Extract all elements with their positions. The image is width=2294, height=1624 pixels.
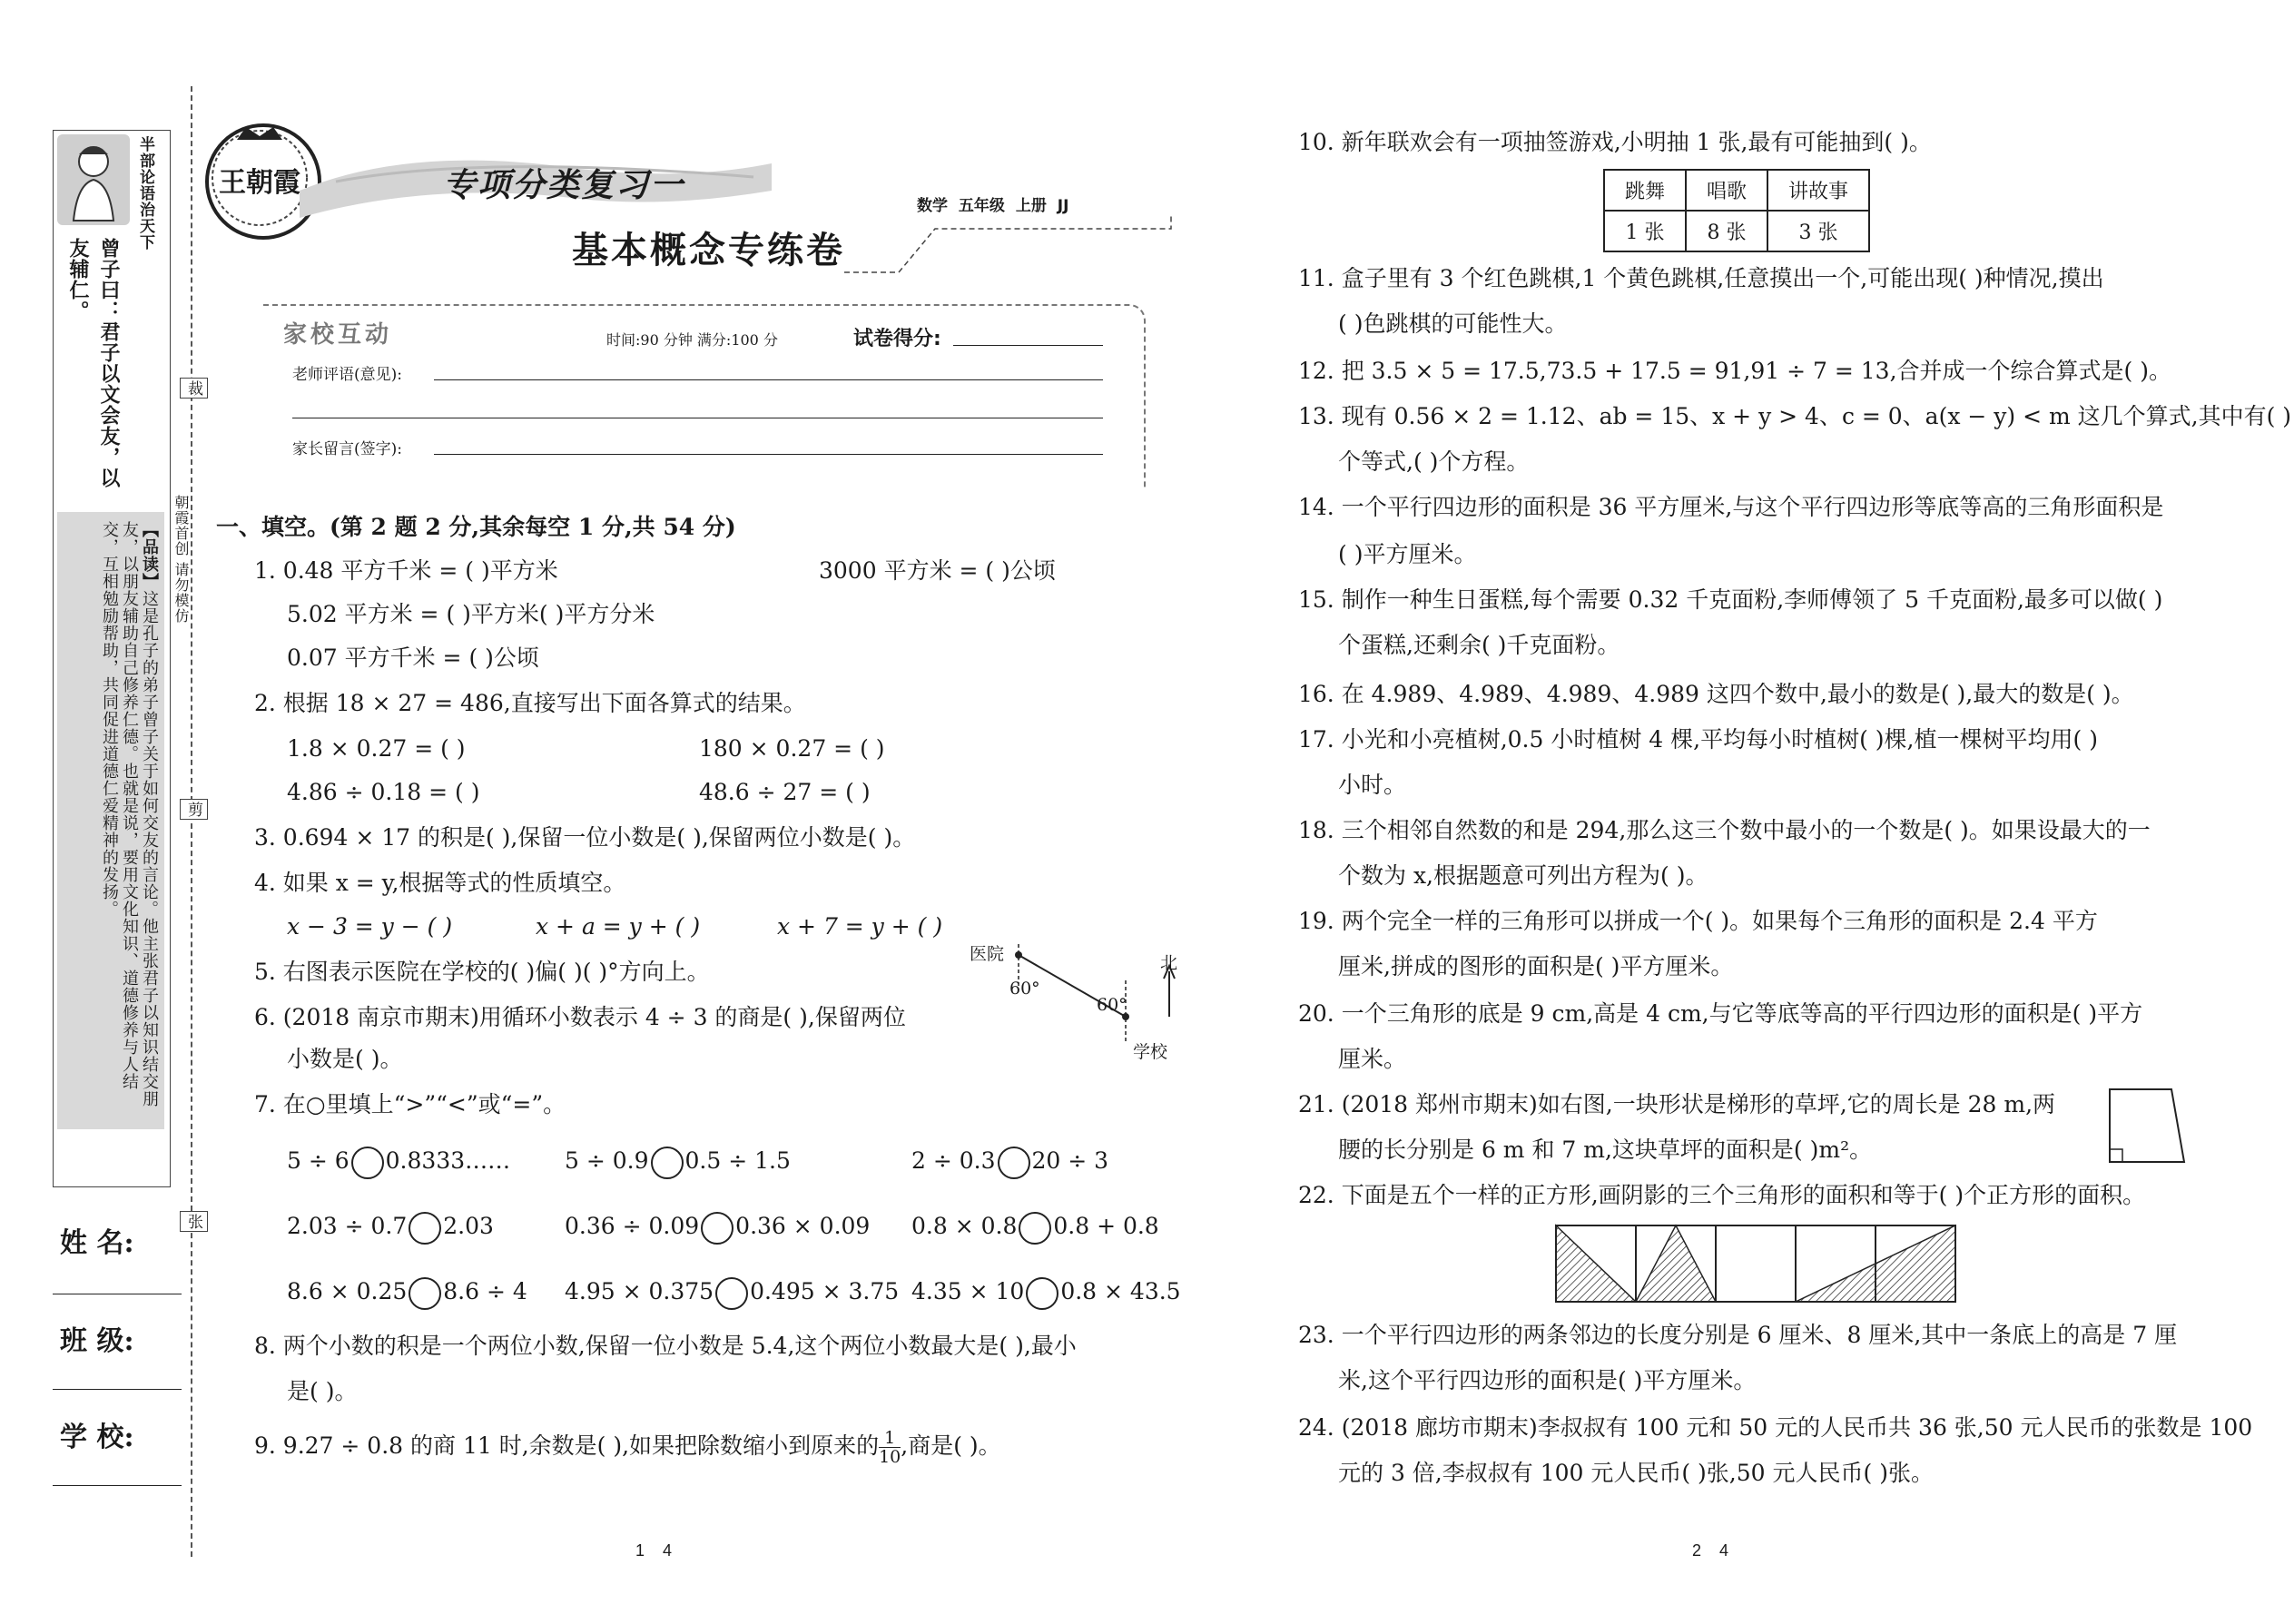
- q7-right: 0.8 × 43.5: [1060, 1278, 1181, 1304]
- q8-line2: 是( )。: [287, 1378, 358, 1404]
- q21-line2: 腰的长分别是 6 m 和 7 m,这块草坪的面积是( )m²。: [1338, 1137, 1873, 1163]
- table-head-cell: 唱歌: [1686, 170, 1767, 211]
- sidebar-reading-text: 这是孔子的弟子曾子关于如何交友的言论。他主张君子以知识结交朋友，以朋友辅助自己修养仁德。也就是说，要用文化知识、道德修养与人结交，互相勉励帮助，共同促进道德仁爱精神的发扬。: [100, 521, 159, 1107]
- q1-line1-b: 3000 平方米 = ( )公顷: [819, 557, 1056, 584]
- cut-label-2: 剪: [180, 799, 208, 820]
- q1-line3: 0.07 平方千米 = ( )公顷: [287, 645, 539, 671]
- compare-circle[interactable]: [409, 1277, 441, 1310]
- q24-line1: 24. (2018 廊坊市期末)李叔叔有 100 元和 50 元的人民币共 36 张,50 元人民币的张数是 100: [1298, 1414, 2253, 1441]
- q15-line1: 15. 制作一种生日蛋糕,每个需要 0.32 千克面粉,李师傅领了 5 千克面粉,最多可以做( ): [1298, 586, 2163, 613]
- left-page-number: 1 4: [635, 1541, 673, 1560]
- q14-line2: ( )平方厘米。: [1338, 541, 1477, 567]
- q5: 5. 右图表示医院在学校的( )偏( )( )°方向上。: [254, 959, 710, 985]
- q7-row3-a: [287, 1276, 527, 1310]
- compare-circle[interactable]: [409, 1212, 441, 1245]
- q8-line1: 8. 两个小数的积是一个两位小数,保留一位小数是 5.4,这个两位小数最大是( ),最小: [254, 1333, 1077, 1359]
- q13-line2: 个等式,( )个方程。: [1338, 448, 1530, 475]
- q2-intro: 2. 根据 18 × 27 = 486,直接写出下面各算式的结果。: [254, 690, 806, 716]
- class-field[interactable]: [53, 1389, 182, 1390]
- time-info: 时间:90 分钟 满分:100 分: [606, 331, 778, 349]
- q20-line2: 厘米。: [1338, 1046, 1407, 1072]
- cut-line: [191, 86, 192, 1557]
- q23-line2: 米,这个平行四边形的面积是( )平方厘米。: [1338, 1367, 1757, 1393]
- sidebar-top-title: 半部论语治天下: [136, 136, 154, 251]
- sidebar-quote-box: [53, 130, 171, 1187]
- score-label: 试卷得分:: [853, 328, 941, 350]
- five-squares-figure: [1554, 1224, 1957, 1305]
- q7-right: 0.495 × 3.75: [750, 1278, 900, 1304]
- right-page-number: 2 4: [1692, 1541, 1729, 1560]
- compare-circle[interactable]: [1026, 1277, 1058, 1310]
- q7-row1-c: [911, 1146, 1108, 1179]
- table-cell: 3 张: [1767, 211, 1869, 251]
- q7-left: 2.03 ÷ 0.7: [287, 1213, 408, 1239]
- parent-comment-label: 家长留言(签字):: [292, 440, 402, 458]
- q9: [254, 1429, 1001, 1466]
- score-field[interactable]: [953, 345, 1103, 346]
- q6-line2: 小数是( )。: [287, 1046, 403, 1072]
- compare-circle[interactable]: [715, 1277, 748, 1310]
- draw-table: [1603, 169, 1870, 252]
- q19-line1: 19. 两个完全一样的三角形可以拼成一个( )。如果每个三角形的面积是 2.4 平方: [1298, 908, 2098, 934]
- compare-circle[interactable]: [701, 1212, 733, 1245]
- q11-line1: 11. 盒子里有 3 个红色跳棋,1 个黄色跳棋,任意摸出一个,可能出现( )种情况,摸出: [1298, 265, 2104, 291]
- sidebar-quote: 曾子曰：君子以文会友，以友辅仁。: [66, 238, 121, 488]
- q20-line1: 20. 一个三角形的底是 9 cm,高是 4 cm,与它等底等高的平行四边形的面积是( )平方: [1298, 1000, 2143, 1027]
- copyright-note: 朝霞首创 请勿模仿: [172, 495, 190, 625]
- q7-right: 20 ÷ 3: [1031, 1147, 1109, 1174]
- sidebar-reading-box: [57, 512, 164, 1129]
- angle-label-1: 60°: [1009, 979, 1040, 999]
- q4-intro: 4. 如果 x = y,根据等式的性质填空。: [254, 870, 626, 896]
- logo-text: 王朝霞: [219, 167, 300, 199]
- compare-circle[interactable]: [998, 1147, 1030, 1179]
- table-head-cell: 讲故事: [1767, 170, 1869, 211]
- angle-label-2: 60°: [1097, 995, 1127, 1015]
- class-field-label: 班 级:: [60, 1325, 134, 1357]
- school-field-label: 学 校:: [60, 1422, 134, 1453]
- paper-title: 基本概念专练卷: [572, 230, 845, 271]
- q7-row3-c: [911, 1276, 1181, 1310]
- q21-line1: 21. (2018 郑州市期末)如右图,一块形状是梯形的草坪,它的周长是 28 m,两: [1298, 1091, 2056, 1117]
- confucius-figure-icon: [57, 134, 130, 225]
- compare-circle[interactable]: [351, 1147, 384, 1179]
- q7-row3-b: [565, 1276, 899, 1310]
- q1-line2: 5.02 平方米 = ( )平方米( )平方分米: [287, 601, 655, 627]
- q7-right: 0.8 + 0.8: [1053, 1213, 1159, 1239]
- q23-line1: 23. 一个平行四边形的两条邻边的长度分别是 6 厘米、8 厘米,其中一条底上的高是 7 厘: [1298, 1322, 2178, 1348]
- q7-left: 5 ÷ 6: [287, 1147, 350, 1174]
- q17-line2: 小时。: [1338, 772, 1407, 798]
- q7-right: 0.36 × 0.09: [735, 1213, 871, 1239]
- q22: 22. 下面是五个一样的正方形,画阴影的三个三角形的面积和等于( )个正方形的面积。: [1298, 1182, 2146, 1208]
- q9-text-a: 9. 9.27 ÷ 0.8 的商 11 时,余数是( ),如果把除数缩小到原来的: [254, 1432, 880, 1459]
- school-field[interactable]: [53, 1485, 182, 1486]
- sidebar-reading: [99, 521, 159, 1120]
- header-dashed-track: [835, 211, 1180, 274]
- q7-right: 8.6 ÷ 4: [443, 1278, 527, 1304]
- q7-intro: 7. 在○里填上“>”“<”或“=”。: [254, 1091, 566, 1117]
- part1-heading: 一、填空。(第 2 题 2 分,其余每空 1 分,共 54 分): [216, 514, 736, 540]
- q4-a: x − 3 = y − ( ): [287, 913, 453, 940]
- q11-line2: ( )色跳棋的可能性大。: [1338, 310, 1568, 337]
- q7-left: 4.95 × 0.375: [565, 1278, 714, 1304]
- name-field-label: 姓 名:: [60, 1227, 134, 1259]
- home-school-label: 家校互动: [283, 321, 393, 349]
- table-cell: 8 张: [1686, 211, 1767, 251]
- q7-left: 0.8 × 0.8: [911, 1213, 1018, 1239]
- compare-circle[interactable]: [1019, 1212, 1051, 1245]
- teacher-comment-field[interactable]: [434, 379, 1103, 380]
- q12: 12. 把 3.5 × 5 = 17.5,73.5 + 17.5 = 91,91 ÷ 7 = 13,合并成一个综合算式是( )。: [1298, 358, 2171, 384]
- q7-left: 2 ÷ 0.3: [911, 1147, 996, 1174]
- table-cell: 1 张: [1604, 211, 1686, 251]
- cut-label-3: 张: [180, 1211, 208, 1232]
- north-label: 北: [1160, 953, 1178, 973]
- q7-right: 2.03: [443, 1213, 494, 1239]
- q7-left: 0.36 ÷ 0.09: [565, 1213, 700, 1239]
- teacher-comment-label: 老师评语(意见):: [292, 366, 402, 384]
- q15-line2: 个蛋糕,还剩余( )千克面粉。: [1338, 632, 1620, 658]
- q7-row1-b: [565, 1146, 791, 1179]
- compare-circle[interactable]: [651, 1147, 684, 1179]
- q9-numerator: 1: [879, 1429, 901, 1448]
- q4-b: x + a = y + ( ): [536, 913, 701, 940]
- q7-left: 5 ÷ 0.9: [565, 1147, 649, 1174]
- q7-right: 0.5 ÷ 1.5: [684, 1147, 791, 1174]
- q9-denominator: 10: [879, 1447, 901, 1467]
- q24-line2: 元的 3 倍,李叔叔有 100 元人民币( )张,50 元人民币( )张。: [1338, 1460, 1934, 1486]
- cut-label-1: 裁: [180, 378, 208, 399]
- q14-line1: 14. 一个平行四边形的面积是 36 平方厘米,与这个平行四边形等底等高的三角形面积是: [1298, 494, 2164, 520]
- q10: 10. 新年联欢会有一项抽签游戏,小明抽 1 张,最有可能抽到( )。: [1298, 129, 1932, 155]
- sidebar-reading-label: 【品读】: [140, 521, 159, 590]
- q16: 16. 在 4.989、4.989、4.989、4.989 这四个数中,最小的数是( ),最大的数是( )。: [1298, 681, 2134, 707]
- q4-c: x + 7 = y + ( ): [777, 913, 943, 940]
- q7-row2-c: [911, 1211, 1159, 1245]
- parent-comment-field[interactable]: [434, 454, 1103, 455]
- q9-fraction: [879, 1429, 901, 1466]
- q2-c: 4.86 ÷ 0.18 = ( ): [287, 779, 480, 805]
- q18-line2: 个数为 x,根据题意可列出方程为( )。: [1338, 862, 1708, 889]
- q7-left: 4.35 × 10: [911, 1278, 1025, 1304]
- q7-left: 8.6 × 0.25: [287, 1278, 408, 1304]
- q2-d: 48.6 ÷ 27 = ( ): [699, 779, 871, 805]
- q7-right: 0.8333……: [385, 1147, 511, 1174]
- q13-line1: 13. 现有 0.56 × 2 = 1.12、ab = 15、x + y > 4、c = 0、a(x − y) < m 这几个算式,其中有( ): [1298, 403, 2292, 429]
- trapezoid-figure: [2106, 1086, 2188, 1167]
- q17-line1: 17. 小光和小亮植树,0.5 小时植树 4 棵,平均每小时植树( )棵,植一棵树平均用( ): [1298, 726, 2098, 753]
- school-label: 学校: [1133, 1042, 1168, 1062]
- q2-a: 1.8 × 0.27 = ( ): [287, 735, 466, 762]
- q7-row2-b: [565, 1211, 870, 1245]
- q9-text-b: ,商是( )。: [901, 1432, 1001, 1459]
- q19-line2: 厘米,拼成的图形的面积是( )平方厘米。: [1338, 953, 1734, 979]
- q7-row2-a: [287, 1211, 494, 1245]
- q2-b: 180 × 0.27 = ( ): [699, 735, 885, 762]
- q1-line1-a: 1. 0.48 平方千米 = ( )平方米: [254, 557, 558, 584]
- q3: 3. 0.694 × 17 的积是( ),保留一位小数是( ),保留两位小数是( )。: [254, 824, 916, 851]
- section-title: 专项分类复习一: [443, 167, 685, 204]
- table-head-cell: 跳舞: [1604, 170, 1686, 211]
- subject-tag: 数学 五年级 上册 JJ: [917, 197, 1069, 215]
- q6-line1: 6. (2018 南京市期末)用循环小数表示 4 ÷ 3 的商是( ),保留两位: [254, 1004, 906, 1030]
- hospital-label: 医院: [970, 944, 1005, 964]
- q18-line1: 18. 三个相邻自然数的和是 294,那么这三个数中最小的一个数是( )。如果设最大的一: [1298, 817, 2151, 843]
- q7-row1-a: [287, 1146, 510, 1179]
